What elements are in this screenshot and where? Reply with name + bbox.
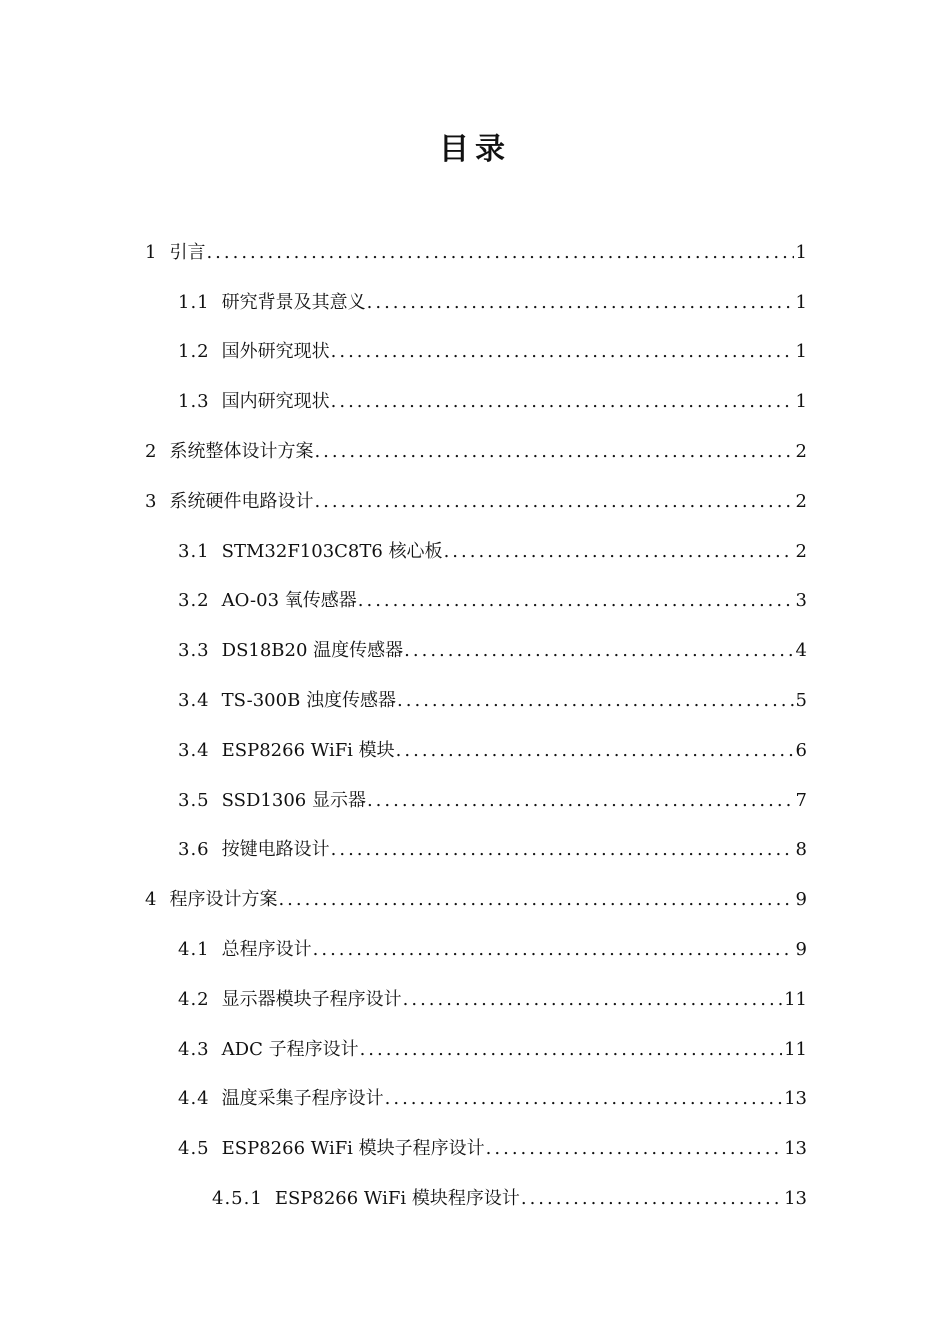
table-of-contents	[0, 228, 950, 1224]
toc-entry[interactable]	[0, 1075, 950, 1125]
toc-dot-leader	[444, 540, 794, 564]
toc-entry-page: 6	[795, 739, 807, 761]
toc-entry[interactable]	[0, 228, 950, 278]
toc-entry-number: 3.5	[178, 789, 210, 811]
toc-dot-leader	[396, 739, 794, 763]
toc-dot-leader	[313, 938, 794, 962]
toc-entry-page: 2	[795, 540, 807, 562]
toc-entry-page: 1	[795, 241, 807, 263]
page-title: 目录	[439, 132, 511, 167]
toc-entry[interactable]	[0, 427, 950, 477]
toc-entry-page: 11	[784, 988, 807, 1010]
toc-entry[interactable]	[0, 626, 950, 676]
toc-entry-title: 按键电路设计	[221, 839, 330, 861]
toc-entry-title: 温度采集子程序设计	[221, 1088, 384, 1110]
toc-entry-number: 3.4	[178, 739, 210, 761]
toc-entry-title: 系统硬件电路设计	[169, 490, 314, 512]
toc-entry-title: 显示器模块子程序设计	[221, 988, 402, 1010]
toc-entry-title: 程序设计方案	[169, 889, 278, 911]
toc-entry-title: TS-300B 浊度传感器	[221, 690, 397, 712]
toc-entry-title: ESP8266 WiFi 模块	[221, 739, 395, 761]
toc-entry-number: 1.1	[178, 291, 210, 313]
toc-entry[interactable]	[0, 328, 950, 378]
toc-entry-title: 国内研究现状	[221, 391, 330, 413]
toc-dot-leader	[331, 340, 794, 364]
toc-dot-leader	[278, 888, 793, 912]
toc-entry-title: ESP8266 WiFi 模块子程序设计	[221, 1138, 485, 1160]
toc-dot-leader	[486, 1137, 782, 1161]
toc-entry-page: 13	[784, 1138, 807, 1160]
toc-entry-page: 13	[784, 1088, 807, 1110]
toc-entry-page: 7	[795, 789, 807, 811]
toc-entry-page: 1	[795, 341, 807, 363]
toc-entry-number: 3	[145, 490, 158, 512]
toc-entry-title: STM32F103C8T6 核心板	[221, 540, 443, 562]
toc-entry-page: 3	[795, 590, 807, 612]
toc-entry[interactable]	[0, 278, 950, 328]
toc-entry-page: 2	[795, 490, 807, 512]
toc-entry-number: 4.5	[178, 1138, 210, 1160]
toc-dot-leader	[404, 639, 793, 663]
toc-entry-title: 系统整体设计方案	[169, 441, 314, 463]
toc-entry-page: 13	[784, 1188, 807, 1210]
toc-entry-page: 4	[795, 640, 807, 662]
toc-dot-leader	[367, 789, 794, 813]
toc-entry[interactable]	[0, 377, 950, 427]
toc-entry-title: 引言	[169, 241, 206, 263]
toc-entry[interactable]	[0, 875, 950, 925]
toc-entry-page: 11	[784, 1038, 807, 1060]
toc-entry-page: 8	[795, 839, 807, 861]
toc-entry-number: 3.3	[178, 640, 210, 662]
toc-entry-page: 9	[795, 939, 807, 961]
toc-entry-title: DS18B20 温度传感器	[221, 640, 404, 662]
toc-entry-page: 9	[795, 889, 807, 911]
toc-entry-number: 3.1	[178, 540, 210, 562]
toc-dot-leader	[397, 689, 794, 713]
toc-entry-title: 研究背景及其意义	[221, 291, 366, 313]
toc-entry-number: 4.1	[178, 939, 210, 961]
toc-entry-title: ADC 子程序设计	[221, 1038, 359, 1060]
toc-entry[interactable]	[0, 826, 950, 876]
toc-entry[interactable]	[0, 577, 950, 627]
toc-entry-number: 1.2	[178, 341, 210, 363]
toc-entry-number: 3.6	[178, 839, 210, 861]
toc-dot-leader	[358, 589, 794, 613]
toc-dot-leader	[314, 490, 793, 514]
toc-entry-title: SSD1306 显示器	[221, 789, 366, 811]
toc-entry[interactable]	[0, 776, 950, 826]
toc-entry-number: 4.2	[178, 988, 210, 1010]
toc-entry-number: 4	[145, 889, 158, 911]
toc-entry-number: 2	[145, 441, 158, 463]
toc-dot-leader	[521, 1187, 782, 1211]
toc-dot-leader	[403, 988, 782, 1012]
toc-dot-leader	[331, 838, 794, 862]
toc-entry-title: AO-03 氧传感器	[221, 590, 357, 612]
toc-entry-page: 1	[795, 391, 807, 413]
toc-entry-number: 3.2	[178, 590, 210, 612]
toc-entry[interactable]	[0, 1124, 950, 1174]
toc-entry-number: 4.3	[178, 1038, 210, 1060]
toc-dot-leader	[367, 291, 794, 315]
toc-entry[interactable]	[0, 477, 950, 527]
toc-entry-title: ESP8266 WiFi 模块程序设计	[274, 1188, 520, 1210]
toc-entry-number: 4.5.1	[212, 1188, 263, 1210]
toc-entry[interactable]	[0, 527, 950, 577]
toc-entry[interactable]	[0, 975, 950, 1025]
toc-entry-page: 1	[795, 291, 807, 313]
toc-entry-number: 1	[145, 241, 158, 263]
toc-dot-leader	[314, 440, 793, 464]
toc-entry-title: 国外研究现状	[221, 341, 330, 363]
toc-entry[interactable]	[0, 726, 950, 776]
toc-dot-leader	[385, 1087, 782, 1111]
toc-entry-number: 1.3	[178, 391, 210, 413]
toc-entry-page: 5	[795, 690, 807, 712]
toc-entry-number: 3.4	[178, 690, 210, 712]
toc-entry-number: 4.4	[178, 1088, 210, 1110]
toc-dot-leader	[331, 390, 794, 414]
toc-entry[interactable]	[0, 1025, 950, 1075]
toc-entry-page: 2	[795, 441, 807, 463]
toc-entry-title: 总程序设计	[221, 939, 312, 961]
toc-entry[interactable]	[0, 676, 950, 726]
toc-dot-leader	[206, 241, 793, 265]
toc-dot-leader	[360, 1038, 783, 1062]
toc-entry[interactable]	[0, 925, 950, 975]
toc-entry[interactable]	[0, 1174, 950, 1224]
